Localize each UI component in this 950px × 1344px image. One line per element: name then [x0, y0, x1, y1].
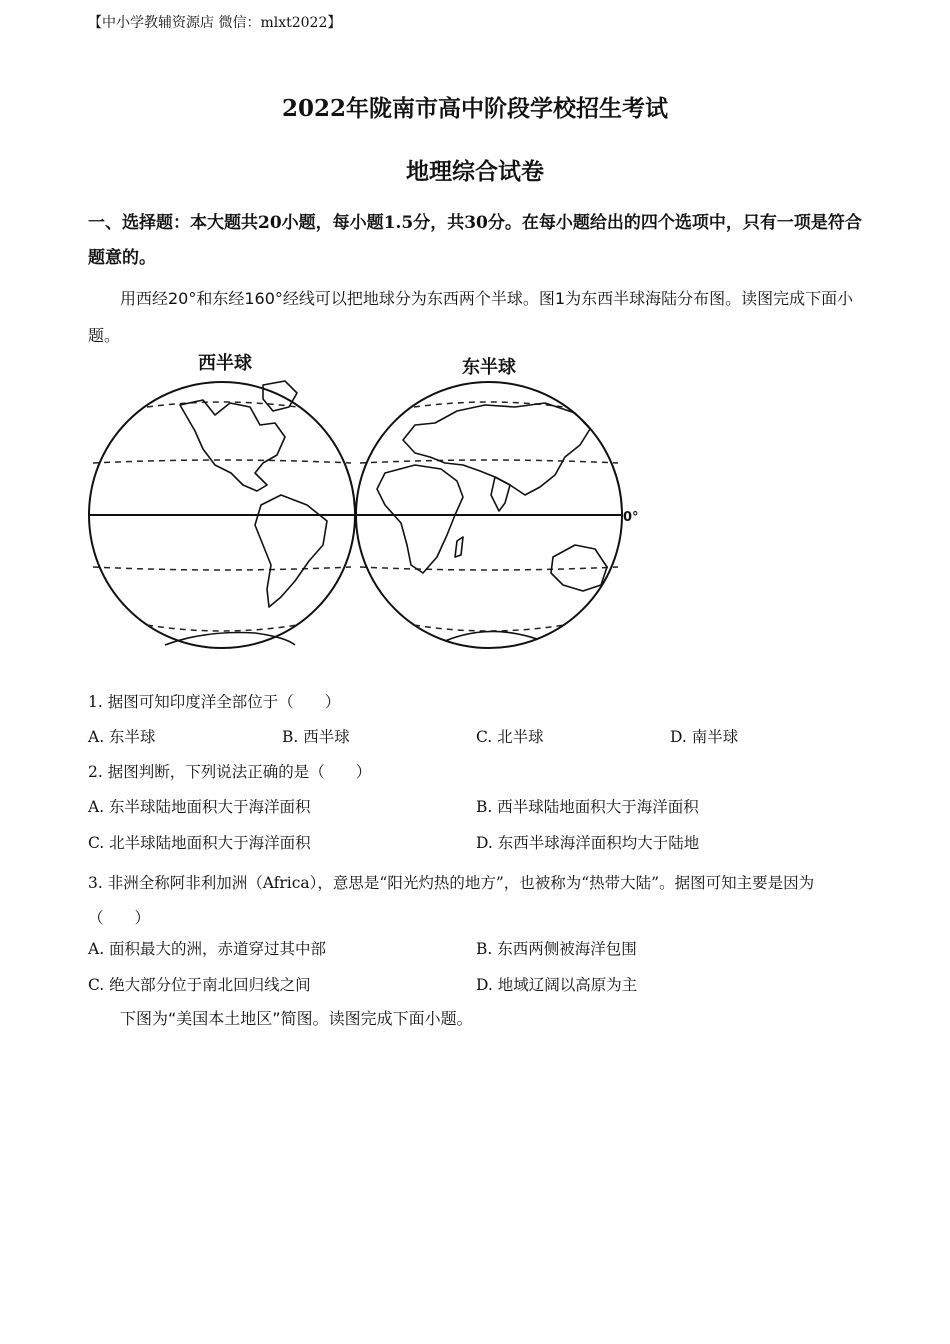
exam-title: 2022年陇南市高中阶段学校招生考试 [281, 95, 668, 122]
europe-asia-outline [403, 403, 590, 495]
question-2-option-b[interactable]: B. 西半球陆地面积大于海洋面积 [476, 798, 699, 816]
madagascar-outline [455, 537, 463, 557]
equator-label: 0° [623, 510, 639, 525]
antarctica-east-outline [445, 631, 537, 641]
africa-outline [377, 465, 463, 573]
question-1-option-b[interactable]: B. 西半球 [282, 728, 350, 746]
question-1-option-a[interactable]: A. 东半球 [88, 728, 156, 746]
question-1-option-c[interactable]: C. 北半球 [476, 728, 544, 746]
west-tropic-capricorn [93, 567, 351, 570]
east-antarctic-circle [414, 625, 564, 631]
question-2-stem: 2. 据图判断，下列说法正确的是（ ） [88, 763, 372, 781]
south-america-outline [255, 495, 327, 607]
west-antarctic-circle [147, 625, 297, 631]
australia-outline [551, 545, 607, 591]
next-question-lead: 下图为“美国本土地区”简图。读图完成下面小题。 [120, 1009, 473, 1028]
question-2-option-a[interactable]: A. 东半球陆地面积大于海洋面积 [88, 798, 311, 816]
question-3-option-d[interactable]: D. 地域辽阔以高原为主 [476, 976, 638, 994]
section-heading: 一、选择题：本大题共20小题，每小题1.5分，共30分。在每小题给出的四个选项中，只有一项是符合题意的。 [88, 213, 862, 268]
north-america-outline [180, 400, 285, 491]
india-outline [491, 477, 510, 511]
question-3-stem: 3. 非洲全称阿非利加洲（Africa），意思是“阳光灼热的地方”，也被称为“热带大陆”。据图可知主要是因为（ ） [88, 874, 815, 927]
question-2-option-d[interactable]: D. 东西半球海洋面积均大于陆地 [476, 834, 700, 852]
east-tropic-capricorn [360, 567, 618, 570]
question-intro: 用西经20°和东经160°经线可以把地球分为东西两个半球。图1为东西半球海陆分布图。读图完成下面小题。 [88, 289, 854, 345]
east-tropic-cancer [360, 460, 618, 463]
source-header: 【中小学教辅资源店 微信：mlxt2022】 [88, 15, 342, 31]
question-3-option-c[interactable]: C. 绝大部分位于南北回归线之间 [88, 976, 311, 994]
question-1-option-d[interactable]: D. 南半球 [670, 728, 739, 746]
question-1-stem: 1. 据图可知印度洋全部位于（ ） [88, 693, 341, 711]
east-hemisphere-label: 东半球 [462, 357, 516, 378]
question-2-option-c[interactable]: C. 北半球陆地面积大于海洋面积 [88, 834, 311, 852]
question-3-option-a[interactable]: A. 面积最大的洲，赤道穿过其中部 [88, 940, 327, 958]
hemisphere-map [85, 345, 645, 665]
west-arctic-circle [147, 402, 297, 407]
west-hemisphere-label: 西半球 [198, 353, 252, 374]
exam-subtitle: 地理综合试卷 [406, 158, 544, 185]
question-3-option-b[interactable]: B. 东西两侧被海洋包围 [476, 940, 637, 958]
west-tropic-cancer [93, 460, 351, 463]
